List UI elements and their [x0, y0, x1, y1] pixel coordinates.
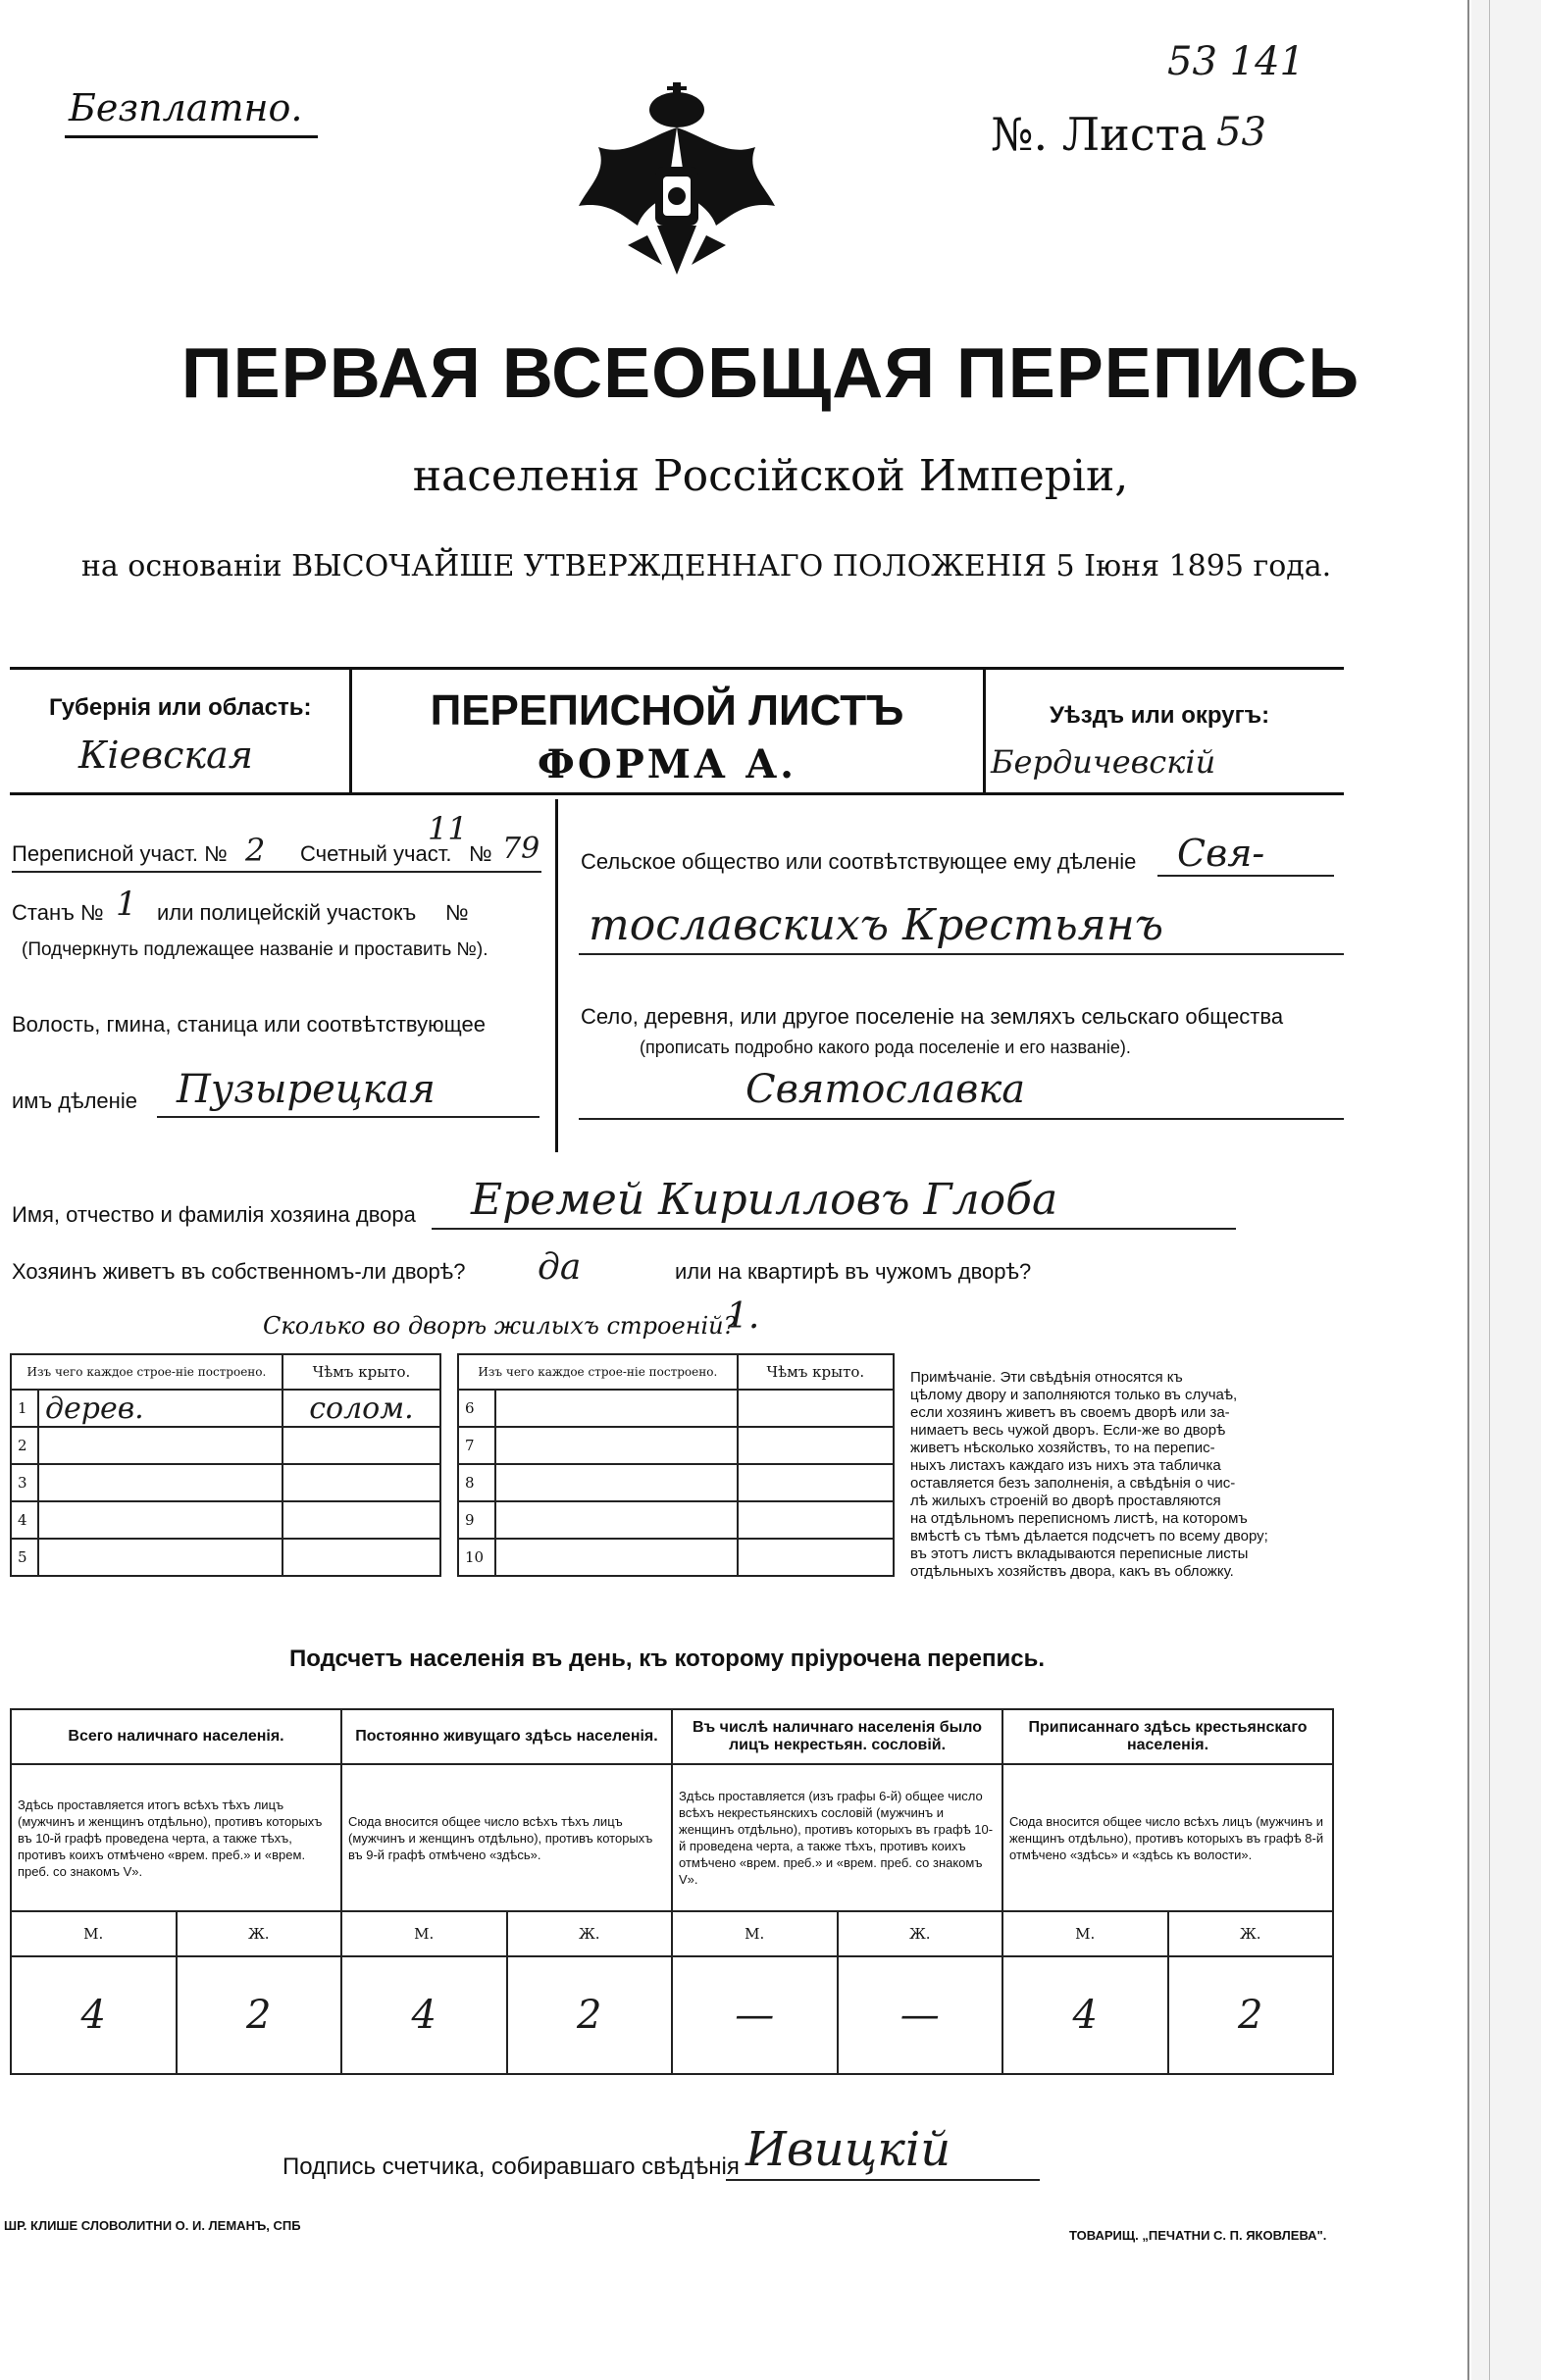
- count-desc-permanent: Сюда вносится общее число всѣхъ тѣхъ лицъ (мужчинъ и женщинъ отдѣльно), противъ которыхъ въ 9-й графѣ отмѣчено «здѣсь».: [341, 1764, 672, 1911]
- total-f-value: 2: [177, 1956, 342, 2074]
- non-peasant-f-value: —: [838, 1956, 1003, 2074]
- owner-name-label: Имя, отчество и фамилія хозяина двора: [12, 1202, 416, 1227]
- row-material: [38, 1464, 283, 1501]
- count-district-value: 11: [428, 810, 468, 847]
- count-title: Подсчетъ населенія въ день, къ которому пріурочена перепись.: [289, 1646, 1045, 1672]
- signature-label: Подпись счетчика, собиравшаго свѣдѣнія: [283, 2153, 740, 2180]
- form-header-divider-right: [983, 667, 986, 794]
- buildings-col1-header: Изъ чего каждое строе-ніе построено.: [458, 1354, 738, 1390]
- row-material: [495, 1390, 738, 1427]
- row-number: 5: [11, 1539, 38, 1576]
- row-material: дерев.: [38, 1390, 283, 1427]
- volost-label: Волость, гмина, станица или соотвѣтствующее: [12, 1012, 486, 1037]
- printer-left: ШР. КЛИШЕ СЛОВОЛИТНИ О. И. ЛЕМАНЪ, СПБ: [4, 2218, 301, 2233]
- society-rule-2: [579, 953, 1344, 955]
- row-number: 3: [11, 1464, 38, 1501]
- count-table: [10, 1708, 1334, 2075]
- form-title: ФОРМА А.: [537, 741, 797, 787]
- non-peasant-m-value: —: [672, 1956, 838, 2074]
- guberniya-label: Губернія или область:: [49, 694, 312, 721]
- row-material: [495, 1427, 738, 1464]
- row-material: [495, 1539, 738, 1576]
- row-material: [495, 1464, 738, 1501]
- row-roof: [738, 1464, 894, 1501]
- volost-rule: [157, 1116, 539, 1118]
- stan-no: №: [79, 900, 104, 925]
- note-line: цѣлому двору и заполняются только въ случаѣ,: [910, 1387, 1238, 1403]
- form-header-bottom-rule: [10, 792, 1344, 795]
- row-roof: [283, 1539, 440, 1576]
- police-label: или полицейскій участокъ: [157, 900, 417, 925]
- census-district-label: [12, 841, 228, 867]
- form-header-top-rule: [10, 667, 1344, 670]
- f-label: Ж.: [507, 1911, 673, 1956]
- owner-name-value: Еремей Кирилловъ Глоба: [471, 1175, 1058, 1225]
- owner-lives-label: Хозяинъ живетъ въ собственномъ-ли дворѣ?: [12, 1259, 466, 1284]
- society-value-1: Свя-: [1177, 832, 1265, 875]
- row-roof: солом.: [283, 1390, 440, 1427]
- count-district-no: №: [469, 841, 492, 866]
- form-header-divider-left: [349, 667, 352, 794]
- row-roof: [738, 1501, 894, 1539]
- count-district-rule: [12, 871, 541, 873]
- row-number: 10: [458, 1539, 495, 1576]
- buildings-value: 1.: [726, 1296, 760, 1337]
- buildings-col2-header: Чѣмъ крыто.: [283, 1354, 440, 1390]
- society-rule-1: [1157, 875, 1334, 877]
- row-number: 4: [11, 1501, 38, 1539]
- permanent-m-value: 4: [341, 1956, 507, 2074]
- buildings-note: [910, 1369, 1334, 1581]
- note-line: Примѣчаніе. Эти свѣдѣнія относятся къ: [910, 1369, 1183, 1386]
- note-line: нимаетъ весь чужой дворъ. Если-же во дворѣ: [910, 1422, 1226, 1439]
- row-number: 8: [458, 1464, 495, 1501]
- signature-value: Ивицкій: [745, 2122, 951, 2177]
- census-district-text: Переписной участ.: [12, 841, 198, 866]
- uezd-label: Уѣздъ или округъ:: [1050, 702, 1270, 729]
- m-label: М.: [11, 1911, 177, 1956]
- row-roof: [738, 1539, 894, 1576]
- count-district-no-value: 79: [502, 832, 540, 866]
- row-roof: [283, 1464, 440, 1501]
- census-district-no: №: [204, 841, 228, 866]
- count-header-assigned: Приписаннаго здѣсь крестьянскаго населенія.: [1002, 1709, 1333, 1764]
- row-number: 6: [458, 1390, 495, 1427]
- m-label: М.: [672, 1911, 838, 1956]
- buildings-col2-header: Чѣмъ крыто.: [738, 1354, 894, 1390]
- printer-right: ТОВАРИЩ. „ПЕЧАТНИ С. П. ЯКОВЛЕВА".: [1069, 2228, 1327, 2243]
- buildings-col1-header: Изъ чего каждое строе-ніе построено.: [11, 1354, 283, 1390]
- buildings-table-right: [457, 1353, 895, 1577]
- count-desc-total: Здѣсь проставляется итогъ всѣхъ тѣхъ лицъ (мужчинъ и женщинъ отдѣльно), противъ которыхъ въ 10-й графѣ проведена черта, а также тѣхъ, противъ коихъ отмѣчено «врем. преб.» и «врем. преб. со знакомъ V».: [11, 1764, 341, 1911]
- count-desc-non-peasant: Здѣсь проставляется (изъ графы 6-й) общее число всѣхъ некрестьянскихъ сословій (мужчинъ и женщинъ отдѣльно), противъ которыхъ въ графѣ 10-й проведена черта, а также тѣхъ, противъ коихъ отмѣчено «врем. преб.» и «врем. преб. со знакомъ V».: [672, 1764, 1002, 1911]
- row-number: 1: [11, 1390, 38, 1427]
- society-value-2: тославскихъ Крестьянъ: [589, 900, 1164, 950]
- assigned-f-value: 2: [1168, 1956, 1334, 2074]
- count-header-permanent: Постоянно живущаго здѣсь населенія.: [341, 1709, 672, 1764]
- row-roof: [738, 1427, 894, 1464]
- underline-note: (Подчеркнуть подлежащее названіе и проставить №).: [22, 939, 488, 960]
- count-desc-assigned: Сюда вносится общее число всѣхъ лицъ (мужчинъ и женщинъ отдѣльно), противъ которыхъ въ графѣ 8-й отмѣчено «здѣсь» и «здѣсь къ волости».: [1002, 1764, 1333, 1911]
- row-material: [38, 1501, 283, 1539]
- society-label: Сельское общество или соотвѣтствующее ему дѣленіе: [581, 849, 1137, 874]
- count-district-label: Счетный участ.: [300, 841, 452, 866]
- page-basis: на основаніи ВЫСОЧАЙШЕ УТВЕРЖДЕННАГО ПОЛОЖЕНІЯ 5 Іюня 1895 года.: [80, 549, 1332, 583]
- row-number: 9: [458, 1501, 495, 1539]
- sheet-title: ПЕРЕПИСНОЙ ЛИСТЪ: [430, 686, 904, 734]
- count-header-non-peasant: Въ числѣ наличнаго населенія было лицъ некрестьян. сословій.: [672, 1709, 1002, 1764]
- f-label: Ж.: [838, 1911, 1003, 1956]
- note-line: вмѣстѣ съ тѣмъ дѣлается подсчетъ по всему двору;: [910, 1528, 1268, 1544]
- buildings-table-left: [10, 1353, 441, 1577]
- stan-value: 1: [116, 885, 137, 924]
- note-line: отдѣльныхъ хозяйствъ двора, какъ въ обложку.: [910, 1563, 1234, 1580]
- sheet-number-value: 53: [1216, 110, 1266, 155]
- village-label: Село, деревня, или другое поселеніе на земляхъ сельскаго общества: [581, 1004, 1284, 1029]
- m-label: М.: [341, 1911, 507, 1956]
- free-label-underline: [65, 135, 318, 138]
- row-roof: [283, 1501, 440, 1539]
- stan-text: Станъ: [12, 900, 75, 925]
- row-roof: [738, 1390, 894, 1427]
- sheet-number-label: №. Листа: [991, 108, 1207, 161]
- note-line: живетъ нѣсколько хозяйствъ, то на перепис-: [910, 1440, 1215, 1456]
- volost-label-2: имъ дѣленіе: [12, 1089, 137, 1113]
- note-line: на отдѣльномъ переписномъ листѣ, на которомъ: [910, 1510, 1248, 1527]
- village-rule: [579, 1118, 1344, 1120]
- f-label: Ж.: [1168, 1911, 1334, 1956]
- census-district-value: 2: [245, 832, 266, 869]
- row-material: [38, 1539, 283, 1576]
- row-material: [495, 1501, 738, 1539]
- row-material: [38, 1427, 283, 1464]
- row-roof: [283, 1427, 440, 1464]
- page-subtitle: населенія Россійской Имперіи,: [412, 451, 1129, 501]
- owner-name-rule: [432, 1228, 1236, 1230]
- row-number: 7: [458, 1427, 495, 1464]
- sheet-number-corner: 53 141: [1167, 39, 1305, 84]
- page-title: ПЕРВАЯ ВСЕОБЩАЯ ПЕРЕПИСЬ: [180, 334, 1361, 413]
- permanent-f-value: 2: [507, 1956, 673, 2074]
- village-value: Святославка: [745, 1067, 1026, 1112]
- guberniya-value: Кіевская: [78, 734, 253, 777]
- signature-rule: [726, 2179, 1040, 2181]
- assigned-m-value: 4: [1002, 1956, 1168, 2074]
- note-line: лѣ жилыхъ строеній во дворѣ проставляются: [910, 1493, 1221, 1509]
- note-line: если хозяинъ живетъ въ своемъ дворѣ или за-: [910, 1404, 1230, 1421]
- imperial-eagle-icon: [569, 78, 785, 294]
- police-no: №: [445, 900, 469, 925]
- uezd-value: Бердичевскій: [991, 743, 1216, 781]
- count-header-total: Всего наличнаго населенія.: [11, 1709, 341, 1764]
- note-line: въ этотъ листъ вкладываются переписные листы: [910, 1545, 1249, 1562]
- buildings-label: Сколько во дворѣ жилыхъ строеній?: [263, 1312, 737, 1340]
- village-note: (прописать подробно какого рода поселеніе и его названіе).: [640, 1038, 1131, 1057]
- note-line: оставляется безъ заполненія, а свѣдѣнія о чис-: [910, 1475, 1236, 1492]
- owner-rent-label: или на квартирѣ въ чужомъ дворѣ?: [675, 1259, 1032, 1284]
- m-label: М.: [1002, 1911, 1168, 1956]
- total-m-value: 4: [11, 1956, 177, 2074]
- free-label: Безплатно.: [69, 86, 303, 129]
- volost-value: Пузырецкая: [177, 1067, 436, 1112]
- row-number: 2: [11, 1427, 38, 1464]
- fields-divider: [555, 799, 558, 1152]
- stan-label: [12, 900, 104, 926]
- f-label: Ж.: [177, 1911, 342, 1956]
- note-line: ныхъ листахъ каждаго изъ нихъ эта табличка: [910, 1457, 1221, 1474]
- owner-lives-value: да: [538, 1247, 582, 1288]
